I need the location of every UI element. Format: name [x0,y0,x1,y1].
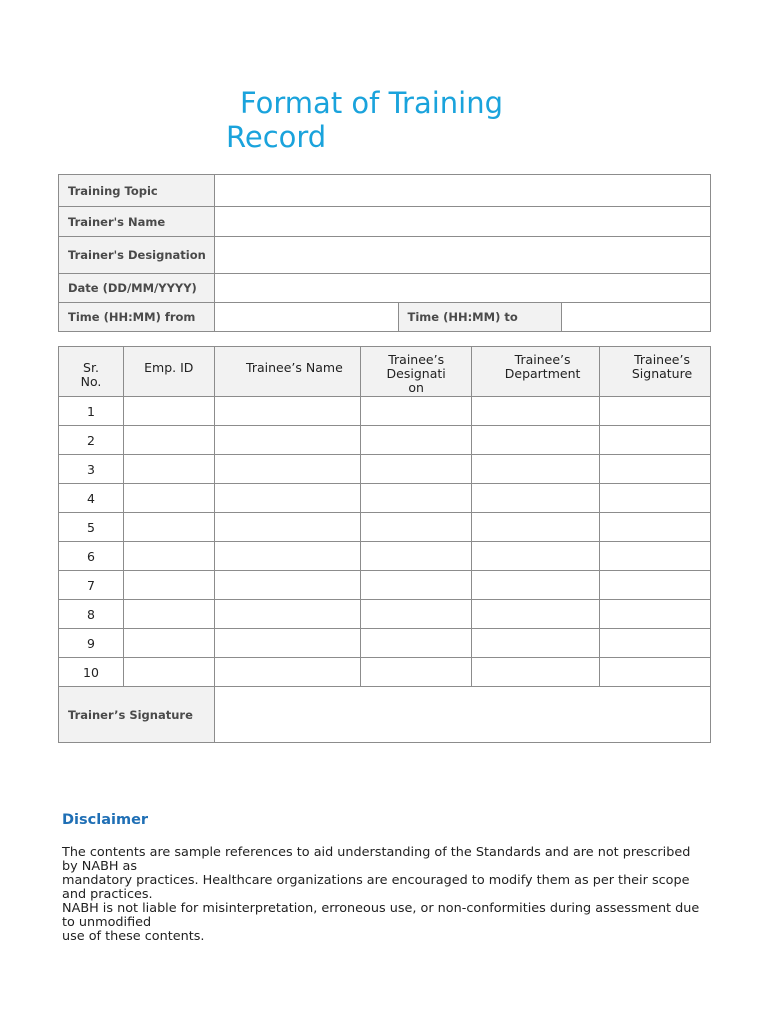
trainee-signature-cell[interactable] [600,600,711,629]
trainee-designation-cell[interactable] [361,600,472,629]
row-number: 2 [59,426,124,455]
trainee-designation-cell[interactable] [361,397,472,426]
row-number: 1 [59,397,124,426]
header-trainee-department: Trainee’s Department [472,347,600,397]
trainee-signature-cell[interactable] [600,571,711,600]
trainee-department-cell[interactable] [472,484,600,513]
header-trainee-designation: Trainee’s Designati on [361,347,472,397]
emp-id-cell[interactable] [123,571,214,600]
page-title-line-1: Format of Training [240,86,504,120]
trainee-signature-cell[interactable] [600,484,711,513]
date-label: Date (DD/MM/YYYY) [59,274,215,303]
training-topic-field[interactable] [214,175,710,207]
emp-id-cell[interactable] [123,658,214,687]
trainee-name-cell[interactable] [214,629,361,658]
trainee-signature-cell[interactable] [600,455,711,484]
table-row [59,513,711,542]
row-number: 3 [59,455,124,484]
trainee-department-cell[interactable] [472,513,600,542]
trainer-name-field[interactable] [214,207,710,237]
trainee-department-cell[interactable] [472,397,600,426]
table-row [59,397,711,426]
trainee-name-cell[interactable] [214,571,361,600]
training-info-table [58,174,711,332]
header-trainee-name: Trainee’s Name [214,347,361,397]
emp-id-cell[interactable] [123,513,214,542]
emp-id-cell[interactable] [123,455,214,484]
table-row [59,629,711,658]
header-emp-id: Emp. ID [123,347,214,397]
trainee-department-cell[interactable] [472,542,600,571]
disclaimer-line: and practices. [62,887,153,902]
emp-id-cell[interactable] [123,629,214,658]
table-row [59,571,711,600]
disclaimer-line: by NABH as [62,859,138,874]
header-trainee-signature: Trainee’s Signature [600,347,711,397]
table-row [59,455,711,484]
trainee-designation-cell[interactable] [361,658,472,687]
disclaimer-line: NABH is not liable for misinterpretation, erroneous use, or non-conformities during assessment due [62,901,700,916]
row-number: 5 [59,513,124,542]
trainee-roster-table [58,346,711,743]
disclaimer-heading: Disclaimer [62,812,149,828]
trainee-name-cell[interactable] [214,600,361,629]
emp-id-cell[interactable] [123,397,214,426]
trainee-name-cell[interactable] [214,658,361,687]
trainee-signature-cell[interactable] [600,629,711,658]
time-to-field[interactable] [562,303,711,332]
trainee-department-cell[interactable] [472,455,600,484]
table-row [59,484,711,513]
time-from-label: Time (HH:MM) from [59,303,215,332]
disclaimer-text [62,846,767,944]
trainee-name-cell[interactable] [214,484,361,513]
date-field[interactable] [214,274,710,303]
trainee-designation-cell[interactable] [361,455,472,484]
trainee-signature-cell[interactable] [600,513,711,542]
table-row [59,426,711,455]
trainee-designation-cell[interactable] [361,571,472,600]
trainee-designation-cell[interactable] [361,426,472,455]
row-number: 7 [59,571,124,600]
time-to-label: Time (HH:MM) to [398,303,562,332]
trainer-signature-field[interactable] [214,687,710,743]
row-number: 8 [59,600,124,629]
trainer-signature-label: Trainer’s Signature [59,687,215,743]
disclaimer-line: to unmodified [62,915,152,930]
page-title-line-2: Record [226,120,327,154]
trainer-name-label: Trainer's Name [59,207,215,237]
row-number: 6 [59,542,124,571]
row-number: 10 [59,658,124,687]
trainee-signature-cell[interactable] [600,426,711,455]
trainee-signature-cell[interactable] [600,397,711,426]
trainee-designation-cell[interactable] [361,484,472,513]
disclaimer-line: The contents are sample references to aid understanding of the Standards and are not prescribed [62,845,691,860]
trainee-name-cell[interactable] [214,513,361,542]
table-row [59,658,711,687]
trainer-designation-field[interactable] [214,237,710,274]
trainee-signature-cell[interactable] [600,542,711,571]
emp-id-cell[interactable] [123,484,214,513]
table-row [59,600,711,629]
training-topic-label: Training Topic [59,175,215,207]
trainee-department-cell[interactable] [472,658,600,687]
trainee-designation-cell[interactable] [361,542,472,571]
page-title [226,86,606,154]
emp-id-cell[interactable] [123,600,214,629]
disclaimer-line: mandatory practices. Healthcare organizations are encouraged to modify them as per their scope [62,873,690,888]
emp-id-cell[interactable] [123,542,214,571]
row-number: 9 [59,629,124,658]
trainee-designation-cell[interactable] [361,629,472,658]
trainer-designation-label: Trainer's Designation [59,237,215,274]
row-number: 4 [59,484,124,513]
trainee-name-cell[interactable] [214,426,361,455]
trainee-department-cell[interactable] [472,629,600,658]
trainee-department-cell[interactable] [472,571,600,600]
trainee-signature-cell[interactable] [600,658,711,687]
trainee-designation-cell[interactable] [361,513,472,542]
trainee-name-cell[interactable] [214,455,361,484]
trainee-name-cell[interactable] [214,397,361,426]
trainee-department-cell[interactable] [472,600,600,629]
disclaimer-line: use of these contents. [62,929,205,944]
trainee-name-cell[interactable] [214,542,361,571]
trainee-department-cell[interactable] [472,426,600,455]
emp-id-cell[interactable] [123,426,214,455]
time-from-field[interactable] [214,303,398,332]
table-row [59,542,711,571]
header-sr-no: Sr. No. [59,347,124,397]
